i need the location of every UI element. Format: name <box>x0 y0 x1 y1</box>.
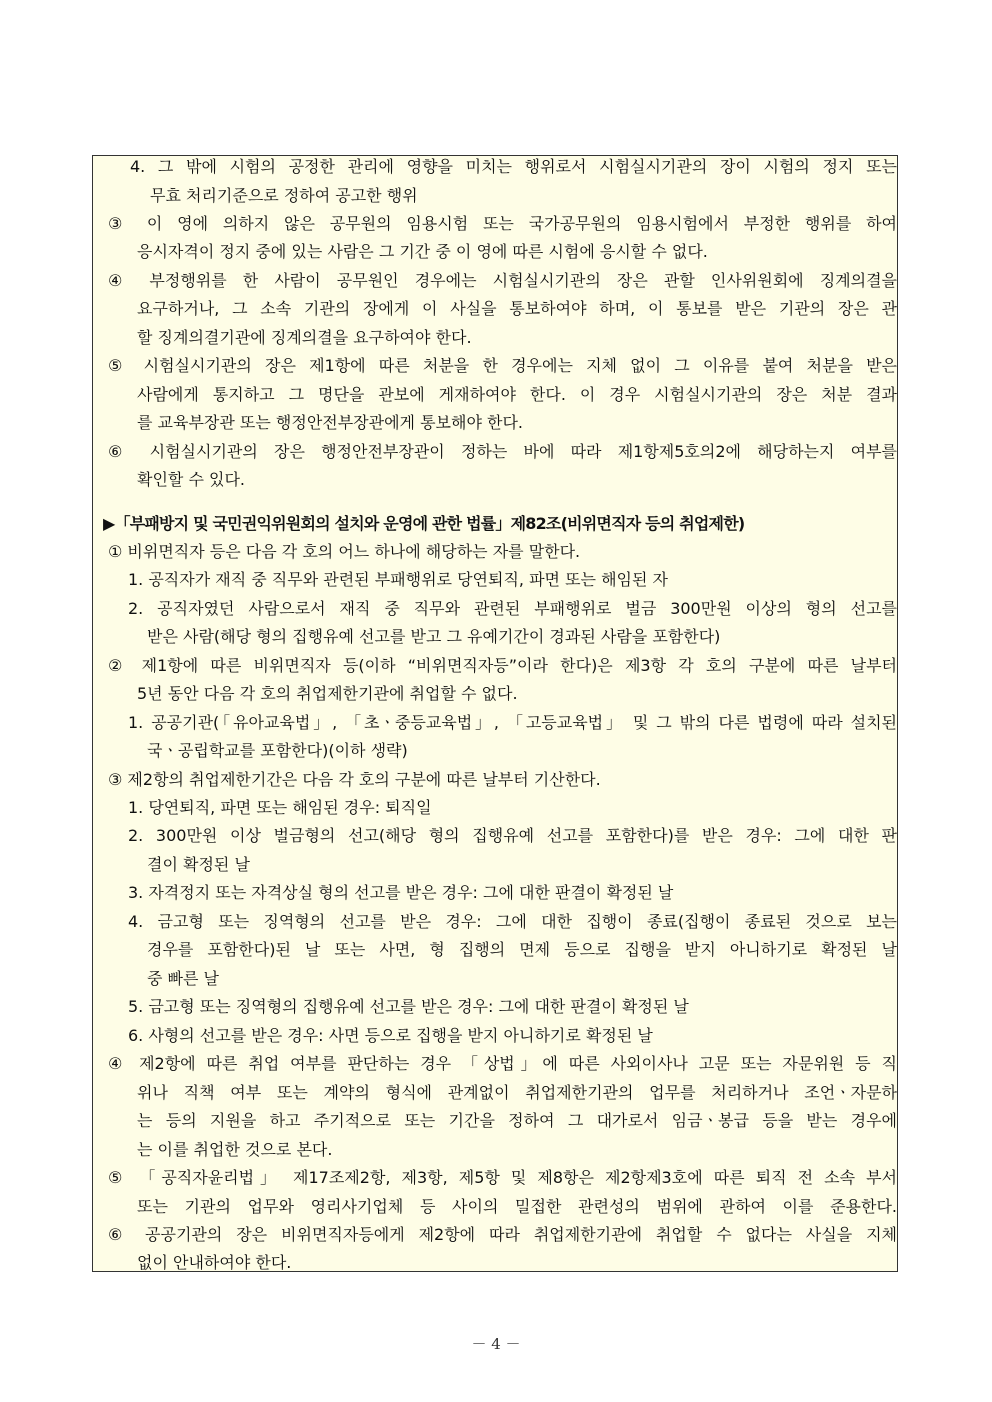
text-line: 위나 직책 여부 또는 계약의 형식에 관계없이 취업제한기관의 업무를 처리하거나 조언ㆍ자문하 <box>137 1083 897 1102</box>
text-line: ② 제1항에 따른 비위면직자 등(이하 “비위면직자등”이라 한다)은 제3항 각 호의 구분에 따른 날부터 <box>108 656 897 675</box>
text-line: 를 교육부장관 또는 행정안전부장관에게 통보해야 한다. <box>137 413 524 432</box>
text-line: 확인할 수 있다. <box>137 470 245 489</box>
text-line: 2. 공직자였던 사람으로서 재직 중 직무와 관련된 부패행위로 벌금 300만원 이상의 형의 선고를 <box>128 599 897 618</box>
text-line: ⑤ 시험실시기관의 장은 제1항에 따른 처분을 한 경우에는 지체 없이 그 이유를 붙여 처분을 받은 <box>108 356 897 375</box>
text-line: ③ 이 영에 의하지 않은 공무원의 임용시험 또는 국가공무원의 임용시험에서 부정한 행위를 하여 <box>108 214 897 233</box>
text-line: 받은 사람(해당 형의 집행유예 선고를 받고 그 유예기간이 경과된 사람을 포함한다) <box>147 627 721 646</box>
text-line: 사람에게 통지하고 그 명단을 관보에 게재하여야 한다. 이 경우 시험실시기관의 장은 처분 결과 <box>137 385 897 404</box>
text-line: 국ㆍ공립학교를 포함한다)(이하 생략) <box>147 741 408 760</box>
text-line: 는 이를 취업한 것으로 본다. <box>137 1140 333 1159</box>
text-line: 요구하거나, 그 소속 기관의 장에게 이 사실을 통보하여야 하며, 이 통보를 받은 기관의 장은 관 <box>137 299 897 318</box>
text-line: ⑥ 시험실시기관의 장은 행정안전부장관이 정하는 바에 따라 제1항제5호의2에 해당하는지 여부를 <box>108 442 897 461</box>
text-line: 응시자격이 정지 중에 있는 사람은 그 기간 중 이 영에 따른 시험에 응시할 수 없다. <box>137 242 708 261</box>
text-line: 는 등의 지원을 하고 주기적으로 또는 기간을 정하여 그 대가로서 임금ㆍ봉급 등을 받는 경우에 <box>137 1111 897 1130</box>
text-line: 결이 확정된 날 <box>147 855 250 874</box>
text-line: ④ 부정행위를 한 사람이 공무원인 경우에는 시험실시기관의 장은 관할 인사위원회에 징계의결을 <box>108 271 897 290</box>
text-line: 무효 처리기준으로 정하여 공고한 행위 <box>150 186 418 205</box>
text-line: 1. 당연퇴직, 파면 또는 해임된 경우: 퇴직일 <box>128 798 432 817</box>
text-line: 없이 안내하여야 한다. <box>137 1253 292 1272</box>
text-line: ⑥ 공공기관의 장은 비위면직자등에게 제2항에 따라 취업제한기관에 취업할 수 없다는 사실을 지체 <box>108 1225 897 1244</box>
page-number: － 4 － <box>471 1335 521 1353</box>
text-line: 경우를 포함한다)된 날 또는 사면, 형 집행의 면제 등으로 집행을 받지 아니하기로 확정된 날 <box>147 940 897 959</box>
text-line: 6. 사형의 선고를 받은 경우: 사면 등으로 집행을 받지 아니하기로 확정된 날 <box>128 1026 653 1045</box>
text-line: 1. 공직자가 재직 중 직무와 관련된 부패행위로 당연퇴직, 파면 또는 해임된 자 <box>128 570 668 589</box>
text-line: 중 빠른 날 <box>147 969 219 988</box>
text-line: 5년 동안 다음 각 호의 취업제한기관에 취업할 수 없다. <box>137 684 518 703</box>
text-line: 4. 그 밖에 시험의 공정한 관리에 영향을 미치는 행위로서 시험실시기관의 장이 시험의 정지 또는 <box>130 157 897 176</box>
section-heading: ▶「부패방지 및 국민권익위원회의 설치와 운영에 관한 법률」제82조(비위면직자 등의 취업제한) <box>103 514 745 533</box>
text-line: 3. 자격정지 또는 자격상실 형의 선고를 받은 경우: 그에 대한 판결이 확정된 날 <box>128 883 674 902</box>
text-line: ③ 제2항의 취업제한기간은 다음 각 호의 구분에 따른 날부터 기산한다. <box>108 770 601 789</box>
text-line: 5. 금고형 또는 징역형의 집행유예 선고를 받은 경우: 그에 대한 판결이 확정된 날 <box>128 997 689 1016</box>
text-line: 할 징계의결기관에 징계의결을 요구하여야 한다. <box>137 328 472 347</box>
text-line: 2. 300만원 이상 벌금형의 선고(해당 형의 집행유예 선고를 포함한다)를 받은 경우: 그에 대한 판 <box>128 826 897 845</box>
text-line: 1. 공공기관(「유아교육법」, 「초ㆍ중등교육법」, 「고등교육법」 및 그 밖의 다른 법령에 따라 설치된 <box>128 713 897 732</box>
text-line: 또는 기관의 업무와 영리사기업체 등 사이의 밀접한 관련성의 범위에 관하여 이를 준용한다. <box>137 1197 897 1216</box>
text-line: ⑤ 「공직자윤리법」 제17조제2항, 제3항, 제5항 및 제8항은 제2항제3호에 따른 퇴직 전 소속 부서 <box>108 1168 897 1187</box>
text-line: 4. 금고형 또는 징역형의 선고를 받은 경우: 그에 대한 집행이 종료(집행이 종료된 것으로 보는 <box>128 912 897 931</box>
text-line: ① 비위면직자 등은 다음 각 호의 어느 하나에 해당하는 자를 말한다. <box>108 542 581 561</box>
text-line: ④ 제2항에 따른 취업 여부를 판단하는 경우 「상법」에 따른 사외이사나 고문 또는 자문위원 등 직 <box>108 1054 897 1073</box>
